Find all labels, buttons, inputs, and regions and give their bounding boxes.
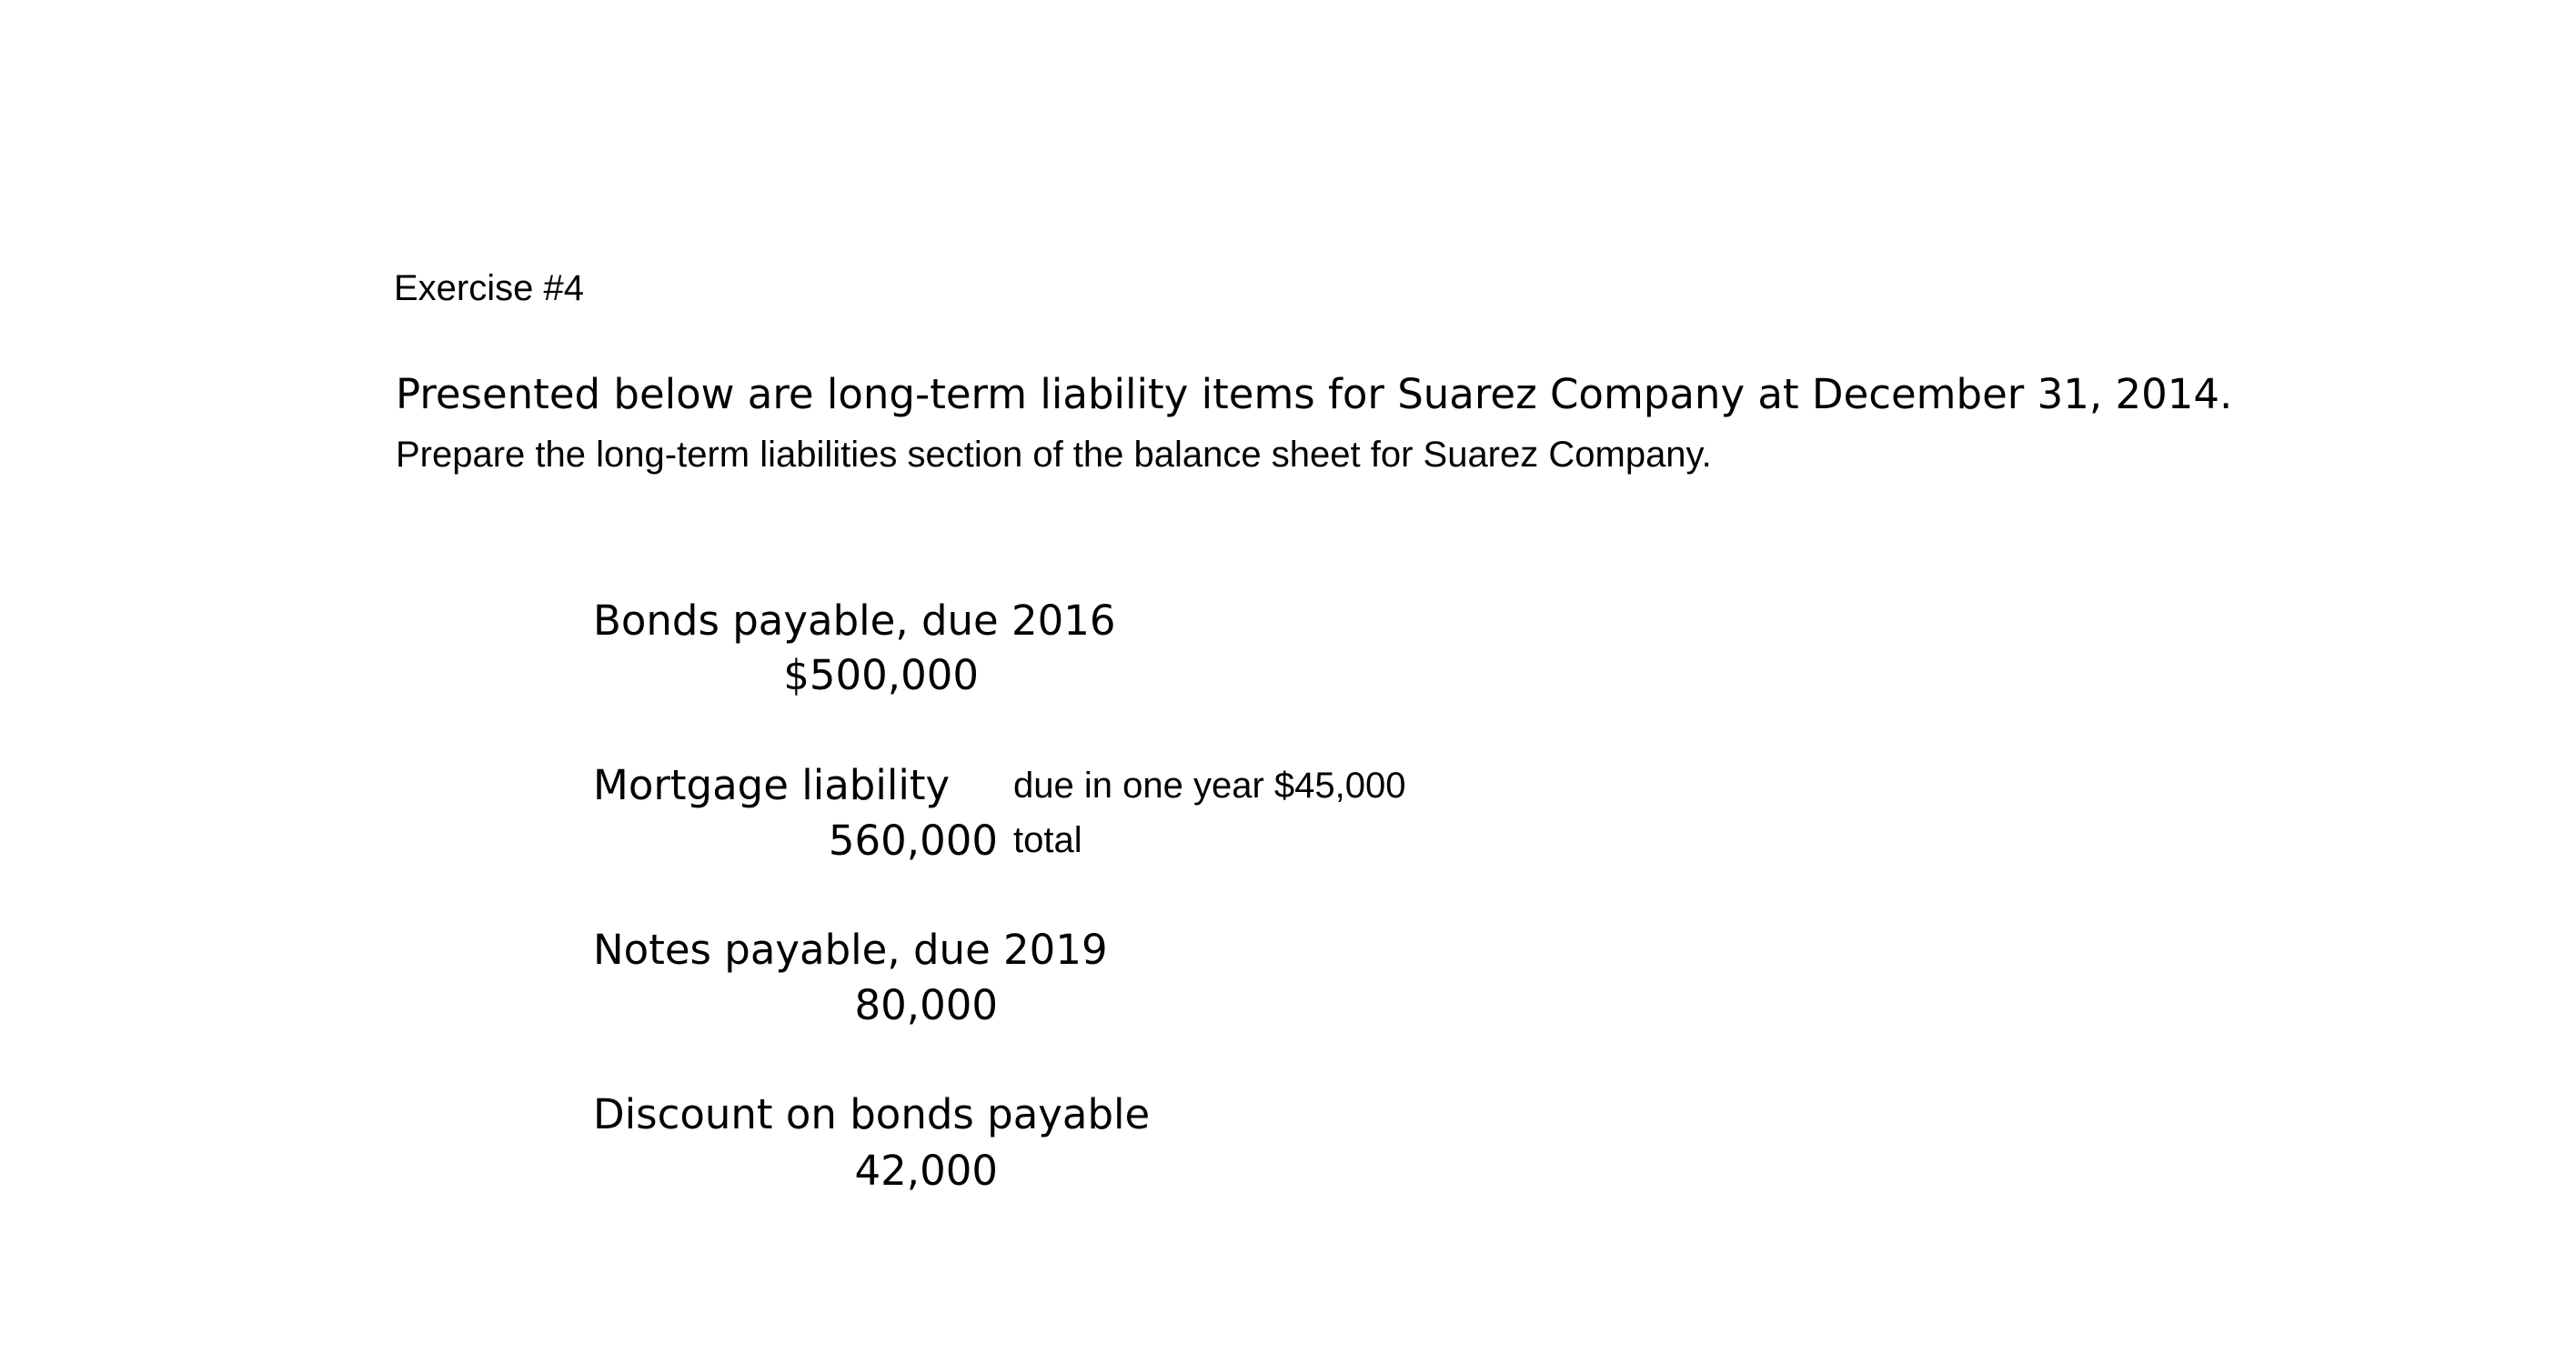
- mortgage-total-note: total: [1013, 820, 1082, 860]
- discount-on-bonds-label: Discount on bonds payable: [593, 1090, 1151, 1138]
- mortgage-liability-amount: 560,000: [828, 817, 998, 865]
- exercise-title: Exercise #4: [394, 268, 584, 308]
- bonds-payable-amount: $500,000: [783, 651, 979, 699]
- intro-statement: Presented below are long-term liability items for Suarez Company at December 31, 2014.: [396, 370, 2233, 418]
- mortgage-liability-label: Mortgage liability: [593, 761, 951, 809]
- mortgage-due-note: due in one year $45,000: [1013, 766, 1406, 806]
- discount-on-bonds-amount: 42,000: [854, 1147, 998, 1195]
- notes-payable-amount: 80,000: [854, 981, 998, 1029]
- bonds-payable-label: Bonds payable, due 2016: [593, 596, 1116, 645]
- intro-instruction: Prepare the long-term liabilities section of the balance sheet for Suarez Company.: [396, 435, 1712, 475]
- notes-payable-label: Notes payable, due 2019: [593, 926, 1108, 974]
